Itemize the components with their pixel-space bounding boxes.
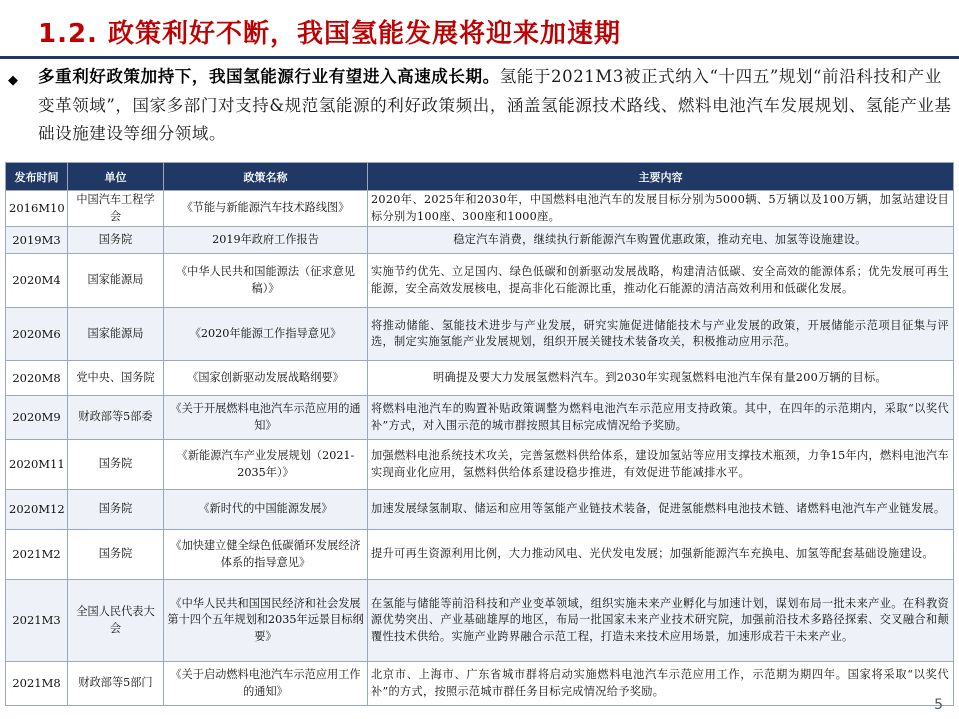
intro-paragraph [38, 63, 953, 149]
table-row [6, 191, 954, 227]
policy-table [5, 162, 954, 706]
row-date: 2021M2 [6, 530, 68, 580]
page-title: 1.2. 政策利好不断，我国氢能发展将迎来加速期 [38, 19, 621, 49]
row-content: 在氢能与储能等前沿科技和产业变革领域，组织实施未来产业孵化与加速计划，谋划布局一批未来产业。在科教资源优势突出、产业基础雄厚的地区，布局一批国家未来产业技术研究院，加强前沿技术多路径探索、交叉融合和颠覆性技术供给。实施产业跨界融合示范工程，打造未来技术应用场景，加速形成若干未来产业。 [368, 580, 954, 662]
row-content: 将推动储能、氢能技术进步与产业发展，研究实施促进储能技术与产业发展的政策，开展储能示范项目征集与评选，制定实施氢能产业发展规划，组织开展关键技术装备攻关，积极推动应用示范。 [368, 308, 954, 361]
row-date: 2020M8 [6, 361, 68, 396]
row-content: 2020年、2025年和2030年，中国燃料电池汽车的发展目标分别为5000辆、5万辆以及100万辆，加氢站建设目标分别为100座、300座和1000座。 [368, 191, 954, 227]
row-org: 国务院 [68, 440, 164, 490]
table-row [6, 254, 954, 308]
row-date: 2020M12 [6, 490, 68, 530]
row-content: 明确提及要大力发展氢燃料汽车。到2030年实现氢燃料电池汽车保有量200万辆的目标。 [368, 361, 954, 396]
row-date: 2021M3 [6, 580, 68, 662]
header-date: 发布时间 [6, 163, 68, 191]
row-org: 党中央、国务院 [68, 361, 164, 396]
row-content: 实施节约优先、立足国内、绿色低碳和创新驱动发展战略，构建清洁低碳、安全高效的能源体系；优先发展可再生能源，安全高效发展核电，提高非化石能源比重，推动化石能源的清洁高效利用和低碳化发展。 [368, 254, 954, 308]
row-org: 国家能源局 [68, 254, 164, 308]
row-policy-name: 《2020年能源工作指导意见》 [164, 308, 368, 361]
header-org: 单位 [68, 163, 164, 191]
row-content: 加强燃料电池系统技术攻关，完善氢燃料供给体系，建设加氢站等应用支撑技术瓶颈，力争15年内，燃料电池汽车实现商业化应用，氢燃料供给体系建设稳步推进，有效促进节能减排水平。 [368, 440, 954, 490]
row-date: 2016M10 [6, 191, 68, 227]
table-row [6, 308, 954, 361]
title-divider [0, 56, 959, 59]
row-org: 国务院 [68, 227, 164, 254]
table-row [6, 440, 954, 490]
row-date: 2020M9 [6, 396, 68, 440]
row-date: 2020M6 [6, 308, 68, 361]
row-org: 中国汽车工程学会 [68, 191, 164, 227]
intro-body: 氢能于2021M3被正式纳入“十四五”规划“前沿科技和产业变革领域”，国家多部门对支持&规范氢能源的利好政策频出，涵盖氢能源技术路线、燃料电池汽车发展规划、氢能产业基础设施建设等细分领域。 [38, 67, 952, 143]
row-policy-name: 《新能源汽车产业发展规划（2021-2035年）》 [164, 440, 368, 490]
row-date: 2021M8 [6, 662, 68, 706]
table-row [6, 396, 954, 440]
row-policy-name: 《中华人民共和国能源法（征求意见稿）》 [164, 254, 368, 308]
row-policy-name: 《关于开展燃料电池汽车示范应用的通知》 [164, 396, 368, 440]
table-row [6, 530, 954, 580]
row-content: 将燃料电池汽车的购置补贴政策调整为燃料电池汽车示范应用支持政策。其中，在四年的示范期内，采取“以奖代补”方式，对入围示范的城市群按照其目标完成情况给予奖励。 [368, 396, 954, 440]
row-policy-name: 《关于启动燃料电池汽车示范应用工作的通知》 [164, 662, 368, 706]
row-policy-name: 《节能与新能源汽车技术路线图》 [164, 191, 368, 227]
table-row [6, 361, 954, 396]
row-org: 国家能源局 [68, 308, 164, 361]
row-content: 北京市、上海市、广东省城市群将启动实施燃料电池汽车示范应用工作，示范期为期四年。国家将采取“以奖代补”的方式，按照示范城市群任务目标完成情况给予奖励。 [368, 662, 954, 706]
row-policy-name: 2019年政府工作报告 [164, 227, 368, 254]
row-policy-name: 《加快建立健全绿色低碳循环发展经济体系的指导意见》 [164, 530, 368, 580]
table-row [6, 580, 954, 662]
row-org: 财政部等5部门 [68, 662, 164, 706]
row-policy-name: 《新时代的中国能源发展》 [164, 490, 368, 530]
row-policy-name: 《国家创新驱动发展战略纲要》 [164, 361, 368, 396]
row-content: 稳定汽车消费，继续执行新能源汽车购置优惠政策，推动充电、加氢等设施建设。 [368, 227, 954, 254]
table-row [6, 662, 954, 706]
page-number: 5 [934, 697, 943, 713]
table-header-row [6, 163, 954, 191]
row-date: 2020M11 [6, 440, 68, 490]
intro-bold-lead: 多重利好政策加持下，我国氢能源行业有望进入高速成长期。 [38, 67, 500, 86]
table-row [6, 227, 954, 254]
row-org: 国务院 [68, 530, 164, 580]
row-org: 财政部等5部委 [68, 396, 164, 440]
row-org: 国务院 [68, 490, 164, 530]
row-policy-name: 《中华人民共和国国民经济和社会发展第十四个五年规划和2035年远景目标纲要》 [164, 580, 368, 662]
header-policy-name: 政策名称 [164, 163, 368, 191]
row-content: 提升可再生资源利用比例，大力推动风电、光伏发电发展；加强新能源汽车充换电、加氢等配套基础设施建设。 [368, 530, 954, 580]
row-date: 2019M3 [6, 227, 68, 254]
table-row [6, 490, 954, 530]
diamond-bullet-icon: ◆ [8, 73, 18, 88]
row-content: 加速发展绿氢制取、储运和应用等氢能产业链技术装备，促进氢能燃料电池技术链、诸燃料电池汽车产业链发展。 [368, 490, 954, 530]
row-org: 全国人民代表大会 [68, 580, 164, 662]
header-content: 主要内容 [368, 163, 954, 191]
row-date: 2020M4 [6, 254, 68, 308]
